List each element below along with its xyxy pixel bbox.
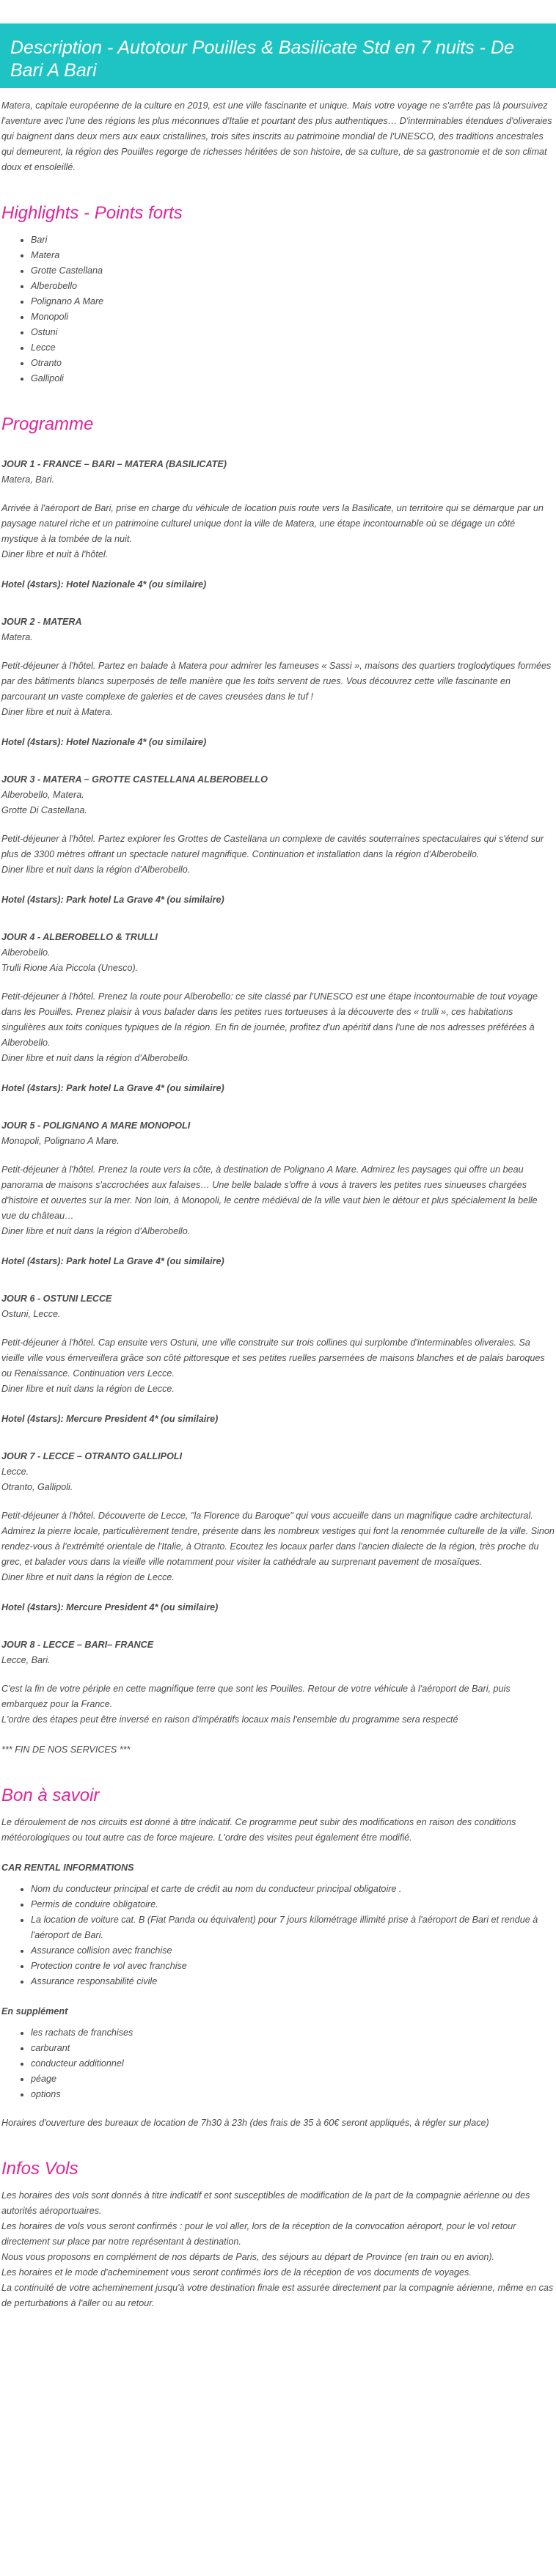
list-item: • Matera [31,248,555,263]
day-hotel: Hotel (4stars): Park hotel La Grave 4* (ou similaire) [1,895,224,905]
day-text: Petit-déjeuner à l'hôtel. Cap ensuite vers Ostuni, une ville construite sur trois collines qui surplombe d'interminables oliveraies. Sa vieille ville vous émerveillera grâce son côté pittoresque et ses petites ruelles parsemées de maisons blanches et de palais baroques ou Renaissance. Continuation vers Lecce. Diner libre et nuit dans la région de Lecce. [1,1337,545,1394]
page-title: Description - Autotour Pouilles & Basilicate Std en 7 nuits - De Bari A Bari [10,37,514,81]
day-title: JOUR 1 - FRANCE – BARI – MATERA (BASILICATE) [1,459,227,469]
day-block [1,614,555,750]
day-places: Lecce. Otranto, Gallipoli. [1,1467,73,1492]
bon-text: Le déroulement de nos circuits est donné à titre indicatif. Ce programme peut subir des modifications en raison des conditions météorologiques ou tout autre cas de force majeure. L'ordre des visites peut également être modifié. [1,1817,516,1843]
list-item: • Monopoli [31,309,555,325]
day-block [1,772,555,908]
list-item: • Nom du conducteur principal et carte de crédit au nom du conducteur principal obligatoire . [31,1882,555,1897]
list-item: • Ostuni [31,325,555,340]
day-title: JOUR 7 - LECCE – OTRANTO GALLIPOLI [1,1451,183,1461]
list-item: • conducteur additionnel [31,2056,555,2072]
end-of-services: *** FIN DE NOS SERVICES *** [1,1744,131,1755]
day-places: Matera. [1,632,33,642]
list-item: • Alberobello [31,279,555,294]
list-item: • Lecce [31,340,555,356]
vols-heading: Infos Vols [1,2159,78,2179]
highlights-heading: Highlights - Points forts [1,203,183,223]
day-title: JOUR 4 - ALBEROBELLO & TRULLI [1,932,158,942]
day-hotel: Hotel (4stars): Mercure President 4* (ou similaire) [1,1602,219,1612]
list-item: • les rachats de franchises [31,2025,555,2041]
list-item: • options [31,2087,555,2102]
day-block [1,457,555,592]
supplement-heading: En supplément [1,2006,68,2017]
programme-heading: Programme [1,414,94,434]
day-places: Alberobello. Trulli Rione Aia Piccola (Unesco). [1,947,139,973]
day-hotel: Hotel (4stars): Hotel Nazionale 4* (ou similaire) [1,579,207,590]
days-container [1,457,555,1728]
day-places: Matera, Bari. [1,474,55,485]
car-rental-heading: CAR RENTAL INFORMATIONS [1,1863,134,1873]
day-title: JOUR 6 - OSTUNI LECCE [1,1293,112,1304]
day-block [1,1118,555,1269]
day-title: JOUR 2 - MATERA [1,617,82,627]
title-banner [0,23,556,88]
day-text: Petit-déjeuner à l'hôtel. Prenez la route pour Alberobello: ce site classé par l'UNESCO est une étape incontournable de tout voyage dans les Pouilles. Prenez plaisir à vous balader dans les petites rues tortueuses à la découverte des « trulli », ces habitations singulières aux toits coniques typiques de la région. En fin de journée, profitez d'un apéritif dans l'une de nos adresses préférées à Alberobello. Diner libre et nuit dans la région d'Alberobello. [1,991,538,1063]
day-title: JOUR 8 - LECCE – BARI– FRANCE [1,1640,154,1650]
day-places: Lecce, Bari. [1,1655,51,1665]
day-places: Monopoli, Polignano A Mare. [1,1136,120,1146]
list-item: • Otranto [31,356,555,371]
day-block [1,930,555,1096]
day-text: Petit-déjeuner à l'hôtel. Prenez la route vers la côte, à destination de Polignano A Mare. Admirez les paysages qui offre un beau panorama de maisons s'accrochées aux falaises… Une belle balade s'offre à vous à travers les petites rues sinueuses chargées d'histoire et ouvertes sur la mer. Non loin, à Monopoli, le centre médiéval de la ville vaut bien le détour et plus spécialement la belle vue du château… Diner libre et nuit dans la région d'Alberobello. [1,1164,538,1236]
list-item: • carburant [31,2041,555,2056]
list-item: • La location de voiture cat. B (Fiat Panda ou équivalent) pour 7 jours kilométrage illimité prise à l'aéroport de Bari et rendue à l'aéroport de Bari. [31,1912,555,1943]
intro-text: Matera, capitale européenne de la culture en 2019, est une ville fascinante et unique. Mais votre voyage ne s'arrête pas là poursuivez l'aventure avec l'une des régions les plus méconnues d'Italie et pourtant des plus authentiques… D'interminables étendues d'oliveraies qui baignent dans deux mers aux eaux cristallines, trois sites inscrits au patrimoine mondial de l'UNESCO, des traditions ancestrales qui demeurent, la région des Pouilles regorge de richesses héritées de son histoire, de sa culture, de sa gastronomie et de son climat doux et ensoleillé. [1,100,552,172]
day-hotel: Hotel (4stars): Park hotel La Grave 4* (ou similaire) [1,1083,224,1093]
day-hotel: Hotel (4stars): Hotel Nazionale 4* (ou similaire) [1,737,207,747]
day-text: Arrivée à l'aéroport de Bari, prise en charge du véhicule de location puis route vers la Basilicate, un territoire qui se démarque par un paysage naturel riche et un patrimoine culturel unique dont la ville de Matera, une étape incontournable où se dégage un côté mystique à la tombée de la nuit. Diner libre et nuit à l'hôtel. [1,503,544,559]
page [0,23,556,2326]
list-item: • Gallipoli [31,371,555,386]
rental-hours: Horaires d'ouverture des bureaux de location de 7h30 à 23h (des frais de 35 à 60€ seront appliqués, à régler sur place) [1,2118,489,2128]
highlights-list [1,232,555,386]
day-text: Petit-déjeuner à l'hôtel. Partez explorer les Grottes de Castellana un complexe de cavités souterraines spectaculaires qui s'étend sur plus de 3300 mètres offrant un spectacle naturel magnifique. Continuation et installation dans la région d'Alberobello. Diner libre et nuit dans la région d'Alberobello. [1,834,544,875]
day-block [1,1637,555,1728]
day-hotel: Hotel (4stars): Mercure President 4* (ou similaire) [1,1414,219,1424]
content [0,98,556,2311]
list-item: • Bari [31,232,555,248]
day-title: JOUR 5 - POLIGNANO A MARE MONOPOLI [1,1120,191,1131]
day-text: C'est la fin de votre périple en cette magnifique terre que sont les Pouilles. Retour de votre véhicule à l'aéroport de Bari, puis embarquez pour la France. L'ordre des étapes peut être inversé en raison d'impératifs locaux mais l'ensemble du programme sera respecté [1,1684,511,1725]
list-item: • Protection contre le vol avec franchise [31,1959,555,1974]
bon-heading: Bon à savoir [1,1786,100,1805]
day-places: Ostuni, Lecce. [1,1309,61,1319]
day-block [1,1449,555,1615]
day-text: Petit-déjeuner à l'hôtel. Partez en balade à Matera pour admirer les fameuses « Sassi », maisons des quartiers troglodytiques formées par des bâtiments blancs superposés de telle manière que les toits servent de rues. Vous découvrez cette ville fascinante en parcourant un vaste complexe de galeries et de caves creusées dans le tuf ! Diner libre et nuit à Matera. [1,661,552,717]
day-title: JOUR 3 - MATERA – GROTTE CASTELLANA ALBEROBELLO [1,774,268,785]
list-item: • Permis de conduire obligatoire. [31,1897,555,1912]
vols-text: Les horaires des vols sont donnés à titre indicatif et sont susceptibles de modification de la part de la compagnie aérienne ou des autorités aéroportuaires. Les horaires de vols vous seront confirmés : pour le vol aller, lors de la réception de la convocation aéroport, pour le vol retour directement sur place par notre représentant à destination. Nous vous proposons en complément de nos départs de Paris, des séjours au départ de Province (en train ou en avion). Les horaires et le mode d'acheminement vous seront confirmés lors de la réception de vos documents de voyages. La continuité de votre acheminement jusqu'à votre destination finale est assurée directement par la compagnie aérienne, même en cas de perturbations à l'aller ou au retour. [1,2190,554,2308]
list-item: • Grotte Castellana [31,263,555,279]
supplement-list [1,2025,555,2102]
day-places: Alberobello, Matera. Grotte Di Castellana. [1,790,87,815]
list-item: • Assurance collision avec franchise [31,1943,555,1959]
car-rental-list [1,1882,555,1989]
day-hotel: Hotel (4stars): Park hotel La Grave 4* (ou similaire) [1,1256,224,1266]
list-item: • Polignano A Mare [31,294,555,309]
list-item: • Assurance responsabilité civile [31,1974,555,1989]
list-item: • péage [31,2072,555,2087]
day-block [1,1291,555,1427]
day-text: Petit-déjeuner à l'hôtel. Découverte de Lecce, "la Florence du Baroque" qui vous accueille dans un magnifique cadre architectural. Admirez la pierre locale, particulièrement tendre, présente dans les nombreux vestiges qui font la renommée culturelle de la ville. Sinon rendez-vous à l'extrémité orientale de l'Italie, à Otranto. Ecoutez les locaux parler dans l'ancien dialecte de la région, très proche du grec, et balader vous dans la vieille ville notamment pour visiter la cathédrale au surprenant pavement de mosaïques. Diner libre et nuit dans la région de Lecce. [1,1511,555,1582]
